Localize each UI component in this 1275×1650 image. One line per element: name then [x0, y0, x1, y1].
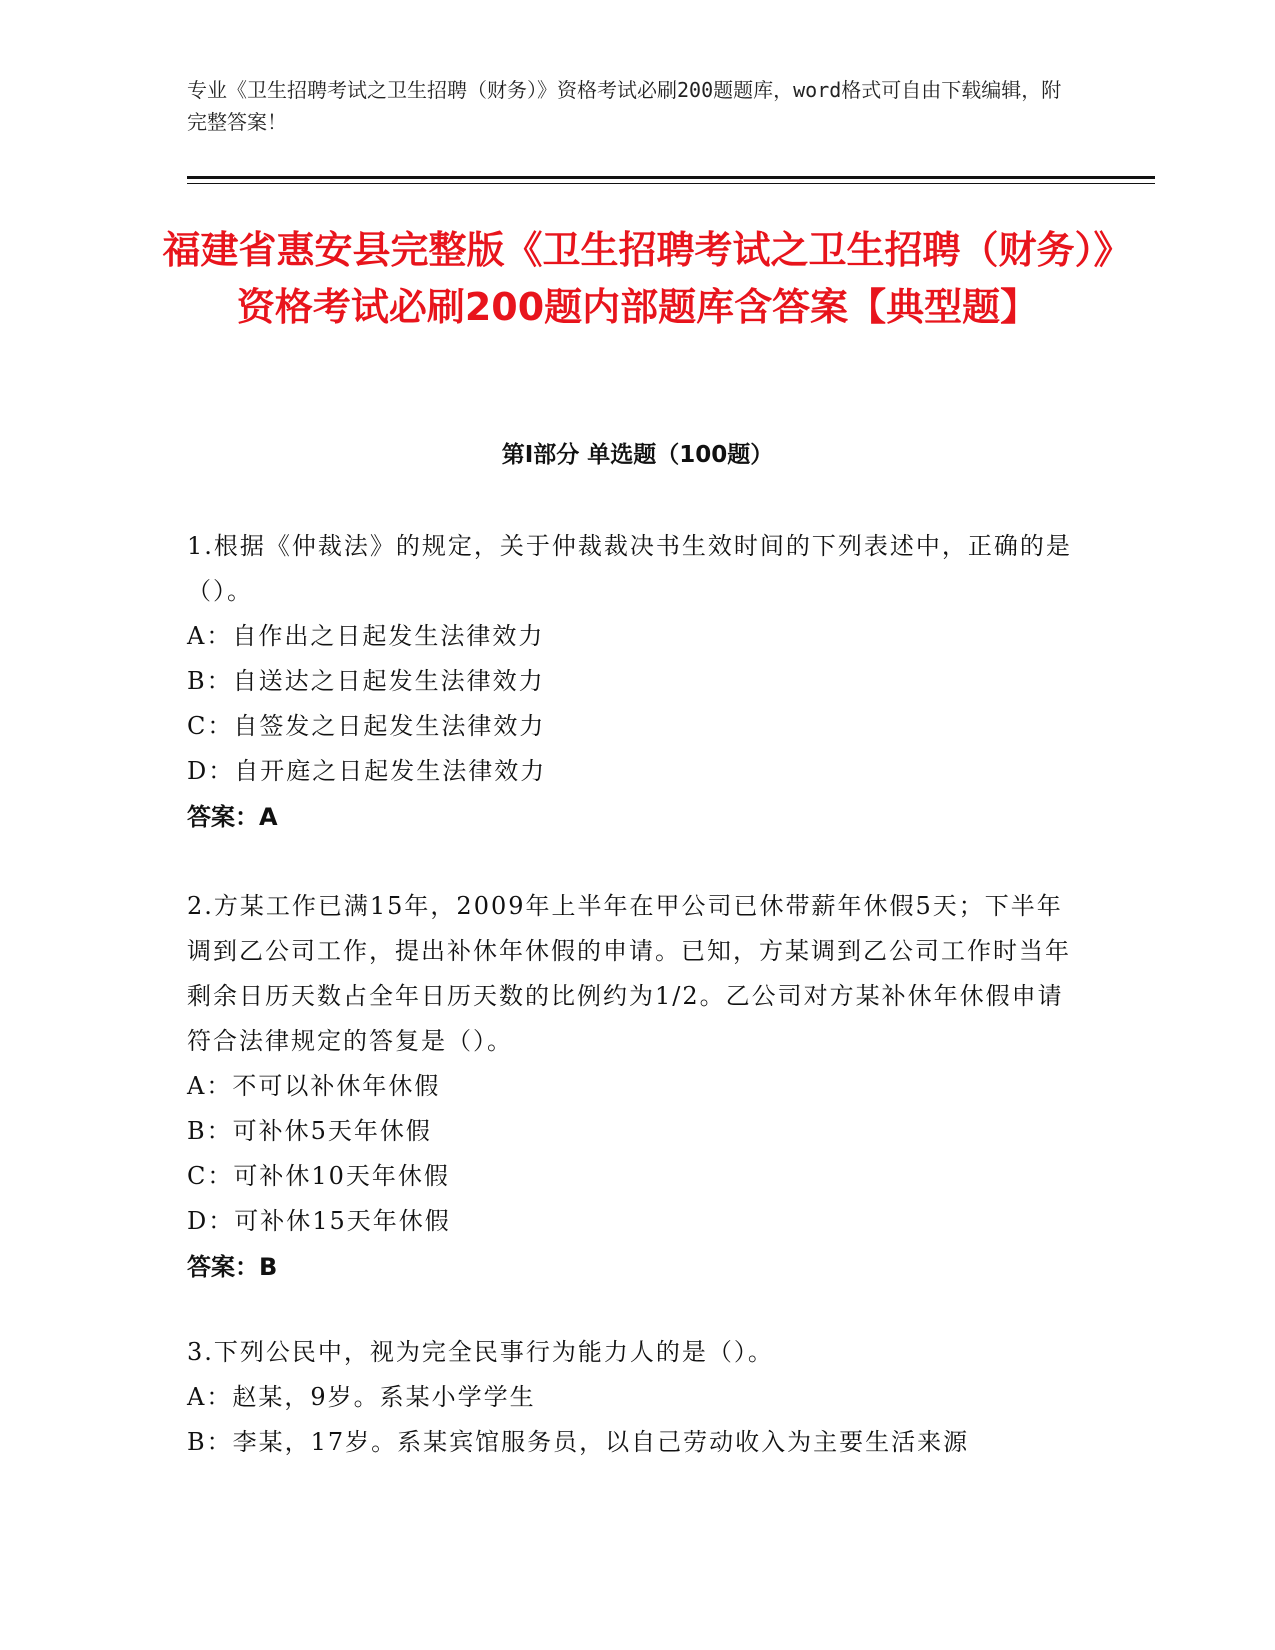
option-c: C：自签发之日起发生法律效力 [187, 712, 546, 740]
question-stem: 3.下列公民中，视为完全民事行为能力人的是（）。 [187, 1338, 774, 1366]
option-list [187, 614, 1087, 794]
option-list [187, 1064, 1087, 1244]
question-1 [187, 524, 1087, 840]
answer-line: 答案：B [187, 1253, 278, 1281]
question-2 [187, 884, 1087, 1290]
option-c: C：可补休10天年休假 [187, 1162, 450, 1190]
option-d: D：自开庭之日起发生法律效力 [187, 757, 547, 785]
header-note: 专业《卫生招聘考试之卫生招聘（财务）》资格考试必刷200题题库，word格式可自由下载编辑，附完整答案！ [187, 78, 1062, 134]
option-b: B：自送达之日起发生法律效力 [187, 667, 545, 695]
option-b: B：可补休5天年休假 [187, 1117, 432, 1145]
header-rule-thin [187, 183, 1155, 184]
question-3 [187, 1330, 1087, 1465]
option-a: A：赵某，9岁。系某小学学生 [187, 1383, 536, 1411]
option-b: B：李某，17岁。系某宾馆服务员，以自己劳动收入为主要生活来源 [187, 1428, 970, 1456]
document-title: 福建省惠安县完整版《卫生招聘考试之卫生招聘（财务）》资格考试必刷200题内部题库含答案【典型题】 [162, 228, 1113, 329]
header-rule-thick [187, 176, 1155, 179]
option-a: A：自作出之日起发生法律效力 [187, 622, 545, 650]
option-d: D：可补休15天年休假 [187, 1207, 451, 1235]
question-stem: 1.根据《仲裁法》的规定，关于仲裁裁决书生效时间的下列表述中，正确的是（）。 [187, 532, 1072, 605]
option-a: A：不可以补休年休假 [187, 1072, 441, 1100]
answer-line: 答案：A [187, 803, 278, 831]
option-list [187, 1375, 1087, 1465]
question-stem: 2.方某工作已满15年，2009年上半年在甲公司已休带薪年休假5天；下半年调到乙公司工作，提出补休年休假的申请。已知，方某调到乙公司工作时当年剩余日历天数占全年日历天数的比例约为1/2。乙公司对方某补休年休假申请符合法律规定的答复是（）。 [187, 892, 1071, 1055]
section-heading: 第Ⅰ部分 单选题（100题） [501, 442, 774, 468]
